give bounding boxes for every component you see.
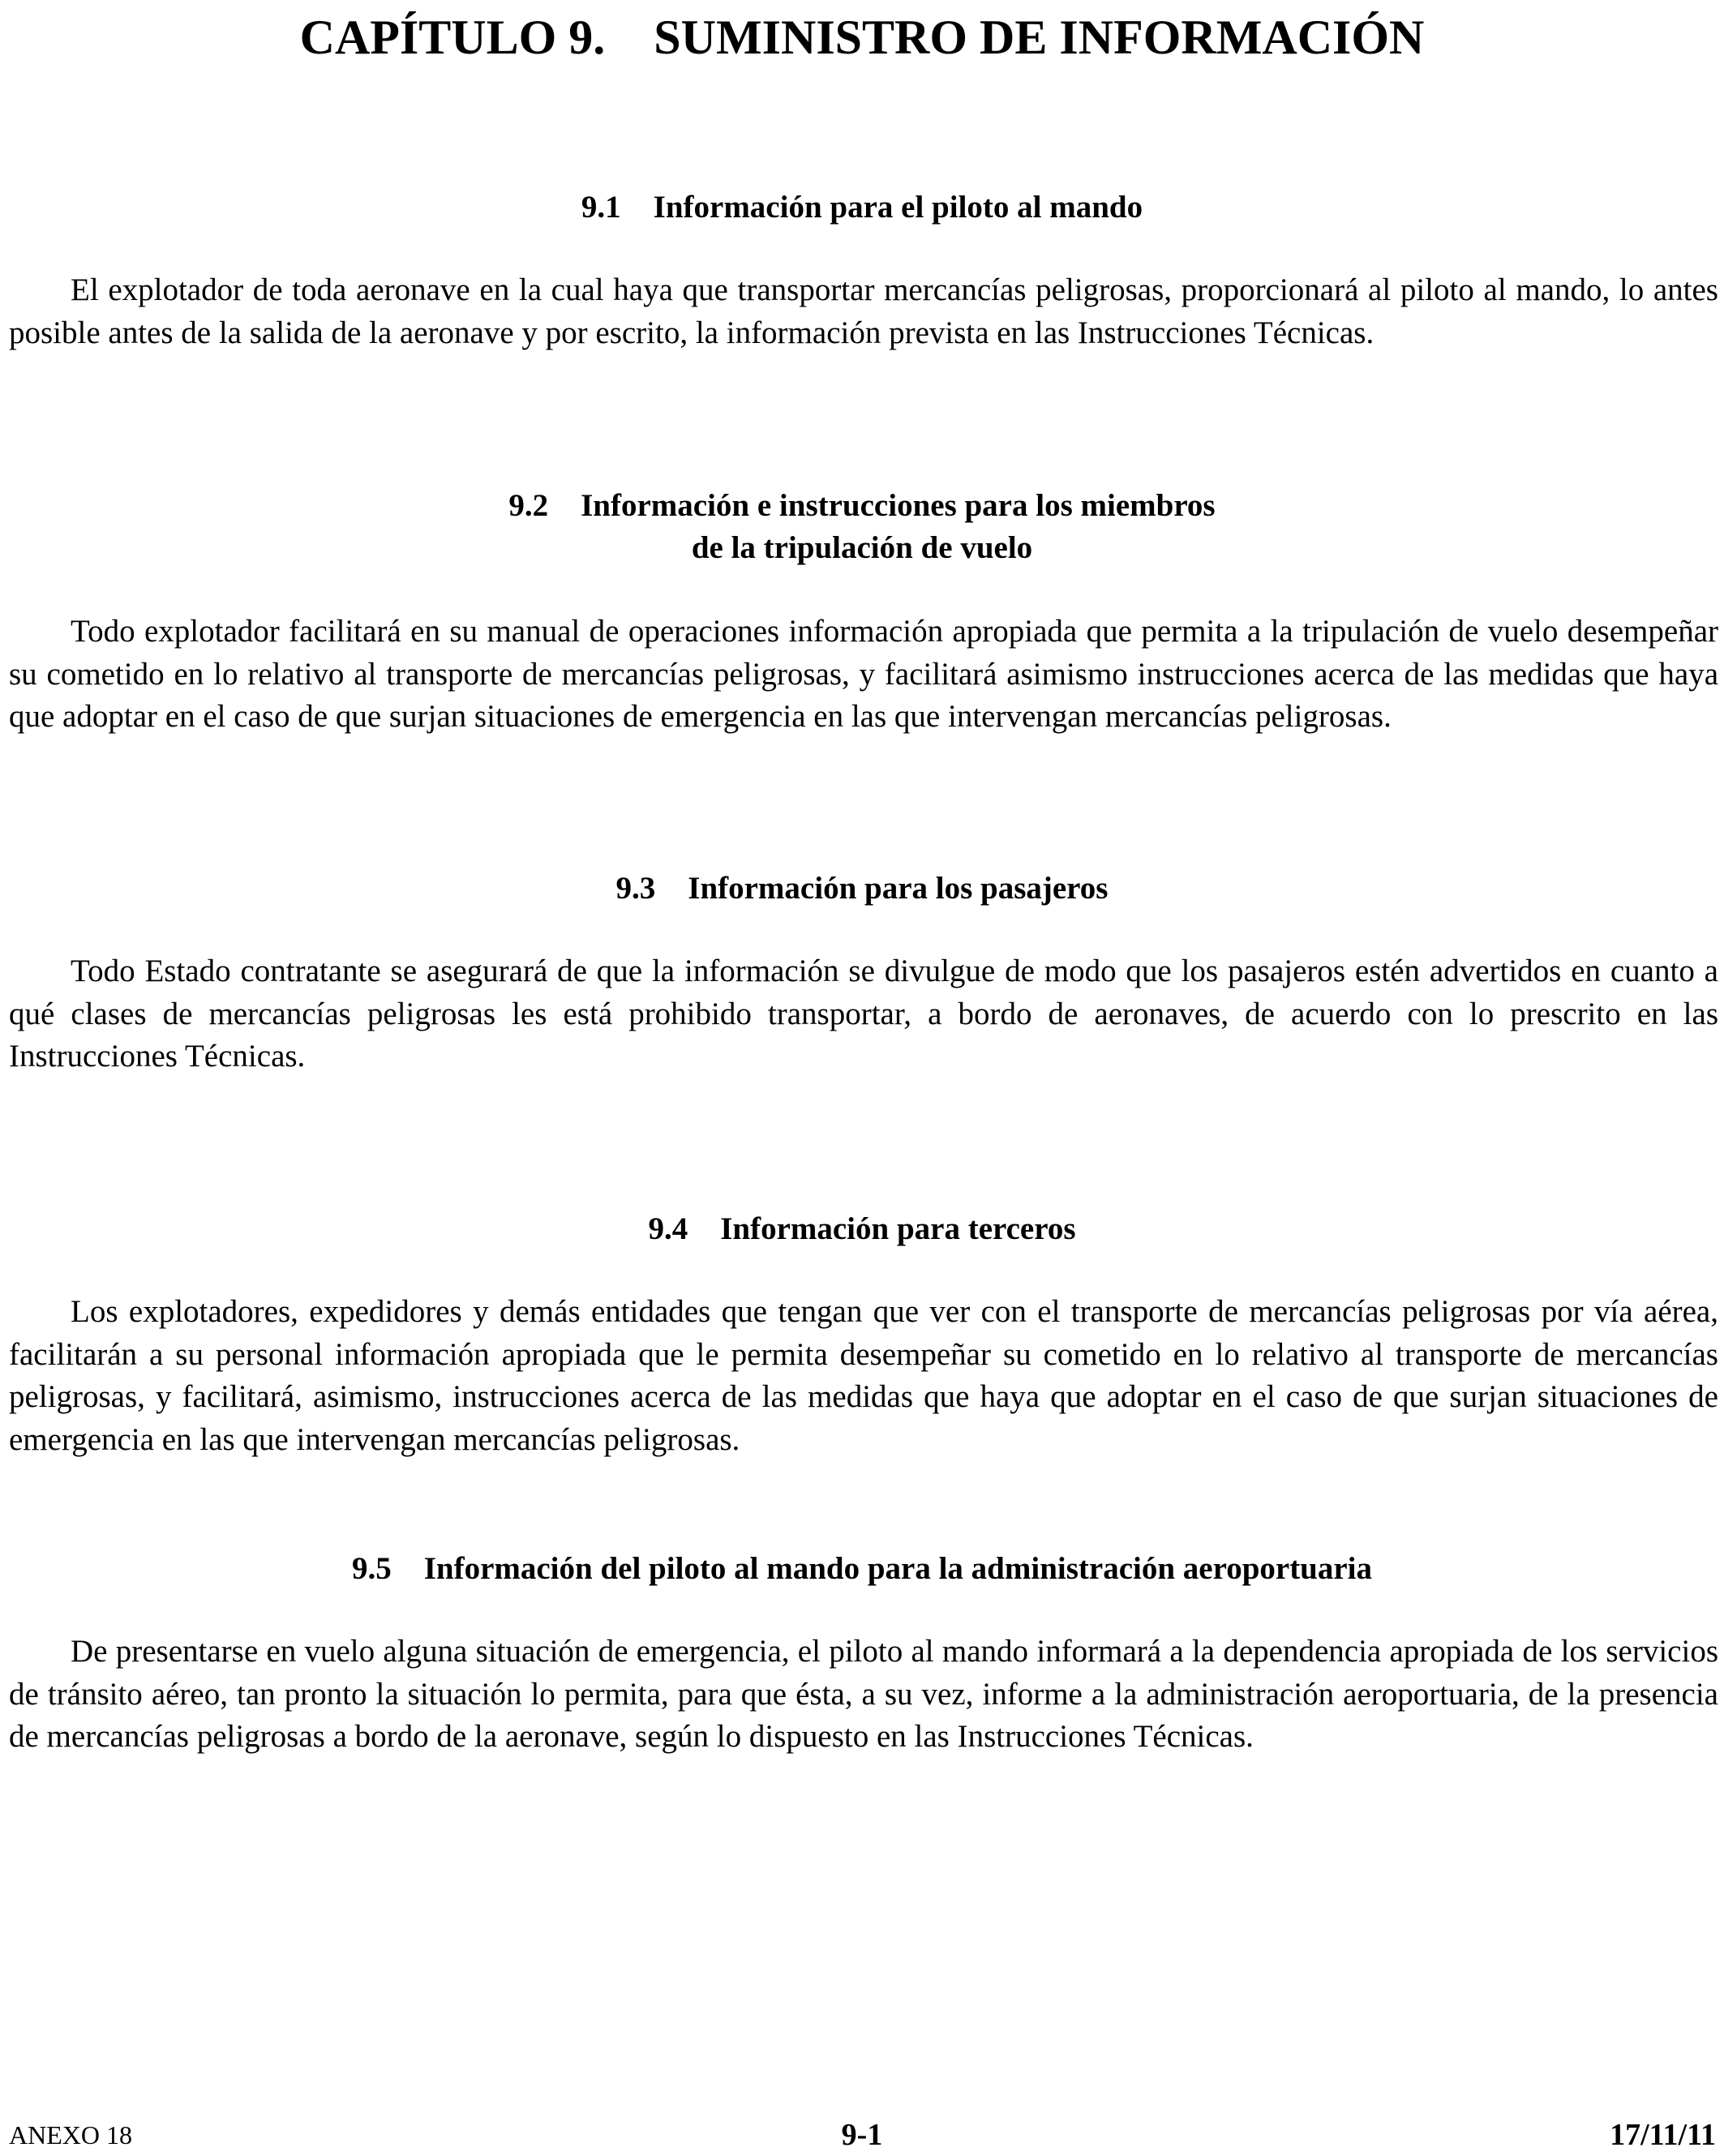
section-title: Información para los pasajeros	[688, 871, 1109, 906]
section-number: 9.1	[581, 190, 621, 225]
section-title: Información para terceros	[720, 1211, 1076, 1246]
section-number: 9.5	[351, 1551, 392, 1586]
chapter-title: CAPÍTULO 9. SUMINISTRO DE INFORMACIÓN	[299, 11, 1425, 64]
section-heading-9-2	[0, 485, 1724, 569]
section-number: 9.4	[648, 1211, 688, 1246]
section-title: Información para el piloto al mando	[653, 190, 1143, 225]
section-number: 9.2	[508, 488, 549, 523]
section-body-9-2: Todo explotador facilitará en su manual de operaciones información apropiada que permita a la tripulación de vuelo desempeñar su cometido en lo relativo al transporte de mercancías peligrosas, y facilitará asimismo instrucciones acerca de las medidas que haya que adoptar en el caso de que surjan situaciones de emergencia en las que intervengan mercancías peligrosas.	[9, 614, 1718, 734]
section-body-9-5: De presentarse en vuelo alguna situación de emergencia, el piloto al mando informará a la dependencia apropiada de los servicios de tránsito aéreo, tan pronto la situación lo permita, para que ésta, a su vez, informe a la administración aeroportuaria, de la presencia de mercancías peligrosas a bordo de la aeronave, según lo dispuesto en las Instrucciones Técnicas.	[9, 1634, 1718, 1754]
section-title-line2: de la tripulación de vuelo	[691, 530, 1033, 565]
section-heading-9-3	[0, 868, 1724, 910]
section-body-9-1: El explotador de toda aeronave en la cual haya que transportar mercancías peligrosas, proporcionará al piloto al mando, lo antes posible antes de la salida de la aeronave y por escrito, la información prevista en las Instrucciones Técnicas.	[9, 272, 1718, 350]
section-heading-9-4	[0, 1208, 1724, 1250]
section-number: 9.3	[615, 871, 656, 906]
section-title: Información e instrucciones para los miembros	[581, 488, 1216, 523]
footer-annex-label: ANEXO 18	[9, 2120, 132, 2150]
section-heading-9-5	[0, 1548, 1724, 1590]
section-heading-9-1	[0, 186, 1724, 229]
footer-date: 17/11/11	[1610, 2118, 1716, 2152]
section-title: Información del piloto al mando para la administración aeroportuaria	[423, 1551, 1373, 1586]
section-body-9-4: Los explotadores, expedidores y demás entidades que tengan que ver con el transporte de mercancías peligrosas por vía aérea, facilitarán a su personal información apropiada que le permita desempeñar su cometido en lo relativo al transporte de mercancías peligrosas, y facilitará, asimismo, instrucciones acerca de las medidas que haya que adoptar en el caso de que surjan situaciones de emergencia en las que intervengan mercancías peligrosas.	[9, 1294, 1718, 1457]
footer-page-number: 9-1	[841, 2118, 883, 2152]
section-body-9-3: Todo Estado contratante se asegurará de que la información se divulgue de modo que los pasajeros estén advertidos en cuanto a qué clases de mercancías peligrosas les está prohibido transportar, a bordo de aeronaves, de acuerdo con lo prescrito en las Instrucciones Técnicas.	[9, 954, 1718, 1074]
